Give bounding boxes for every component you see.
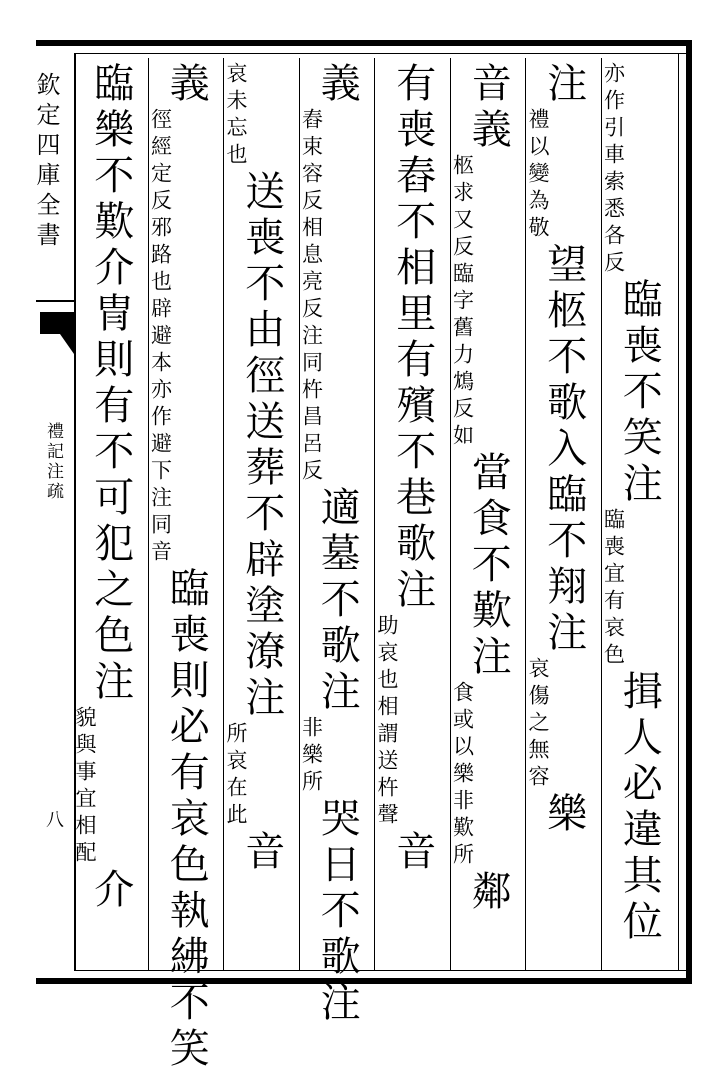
commentary-block	[374, 614, 400, 830]
commentary-right: 柩求又反臨	[450, 154, 475, 289]
commentary-block	[299, 716, 325, 797]
main-text: 送喪不由徑送葬不辟塗潦	[238, 170, 285, 676]
margin-collection-title: 欽定四庫全書	[32, 72, 60, 252]
commentary-pair	[299, 108, 325, 486]
frame-right-rule	[686, 40, 692, 984]
commentary-block	[72, 706, 98, 868]
commentary-block	[148, 540, 174, 567]
commentary-text: 如	[450, 424, 475, 451]
text-column	[525, 62, 601, 967]
commentary-block	[525, 108, 551, 243]
main-text: 注	[389, 568, 436, 614]
main-text: 義	[163, 62, 210, 108]
main-text: 當食不歎	[465, 451, 512, 635]
commentary-right: 徑經定反邪路也辟	[148, 108, 173, 324]
frame-right-inner-rule	[678, 53, 679, 971]
main-text: 注	[616, 462, 663, 508]
commentary-pair	[148, 108, 174, 540]
commentary-text: 禮以變為敬	[526, 108, 550, 243]
commentary-left: 反注同杵昌呂反	[299, 297, 324, 486]
main-text: 鄰	[465, 870, 512, 916]
margin-page-number: 八	[43, 810, 64, 828]
main-text: 注	[238, 676, 285, 722]
commentary-text: 音	[148, 540, 173, 567]
commentary-text: 貌與事宜相配	[73, 706, 97, 868]
commentary-left: 索悉各反	[601, 170, 626, 278]
text-column	[148, 62, 224, 1073]
main-text: 注	[87, 660, 134, 706]
margin-book-title: 禮記注疏	[43, 422, 63, 502]
main-text: 音義	[465, 62, 512, 154]
commentary-left: 避本亦作避下注同	[148, 324, 173, 540]
main-text: 注	[465, 635, 512, 681]
text-column	[72, 62, 148, 967]
commentary-left: 字舊力鴆反	[450, 289, 475, 424]
commentary-block	[450, 681, 476, 870]
main-text: 臨喪不笑	[616, 278, 663, 462]
main-text: 揖人必違其位	[616, 670, 663, 946]
main-text: 注	[540, 611, 587, 657]
commentary-text: 哀未忘也	[224, 62, 248, 170]
commentary-pair	[601, 62, 627, 278]
commentary-block	[601, 508, 627, 670]
commentary-text: 哀傷之無容	[526, 657, 550, 792]
main-text: 介	[87, 868, 134, 914]
text-column	[601, 62, 677, 967]
commentary-text: 助哀也相謂送杵聲	[375, 614, 399, 830]
frame-top-rule	[36, 40, 692, 46]
commentary-text: 所哀在此	[224, 722, 248, 830]
main-text: 音	[389, 830, 436, 876]
commentary-right: 亦作引車	[601, 62, 626, 170]
fishtail-mark-icon	[40, 312, 74, 354]
commentary-text: 臨喪宜有哀色	[601, 508, 626, 670]
commentary-right: 舂束容反相息亮	[299, 108, 324, 297]
commentary-text: 食或以樂非歎所	[450, 681, 475, 870]
frame-top-inner-rule	[76, 53, 688, 54]
main-text: 適墓不歌	[314, 486, 361, 670]
main-text: 臨喪則必有哀色執紼不笑	[163, 567, 210, 1073]
main-text: 望柩不歌入臨不翔	[540, 243, 587, 611]
main-text: 哭日不歌	[314, 797, 361, 981]
text-column	[299, 62, 375, 1027]
main-text: 義	[314, 62, 361, 108]
main-text: 樂	[540, 792, 587, 838]
main-text: 注	[314, 670, 361, 716]
commentary-block	[525, 657, 551, 792]
main-text: 有喪舂不相里有殯不巷歌	[389, 62, 436, 568]
commentary-pair	[450, 154, 476, 424]
main-text: 臨樂不歎介冑則有不可犯之色	[87, 62, 134, 660]
text-column	[450, 62, 526, 967]
margin-line	[36, 300, 76, 302]
commentary-block	[223, 62, 249, 170]
text-column	[223, 62, 299, 967]
main-text: 注	[540, 62, 587, 108]
commentary-block	[223, 722, 249, 830]
main-text: 音	[238, 830, 285, 876]
commentary-text: 非樂所	[299, 716, 324, 797]
text-column	[374, 62, 450, 967]
commentary-block	[450, 424, 476, 451]
frame-bottom-rule	[36, 978, 692, 984]
main-text: 注	[314, 981, 361, 1027]
